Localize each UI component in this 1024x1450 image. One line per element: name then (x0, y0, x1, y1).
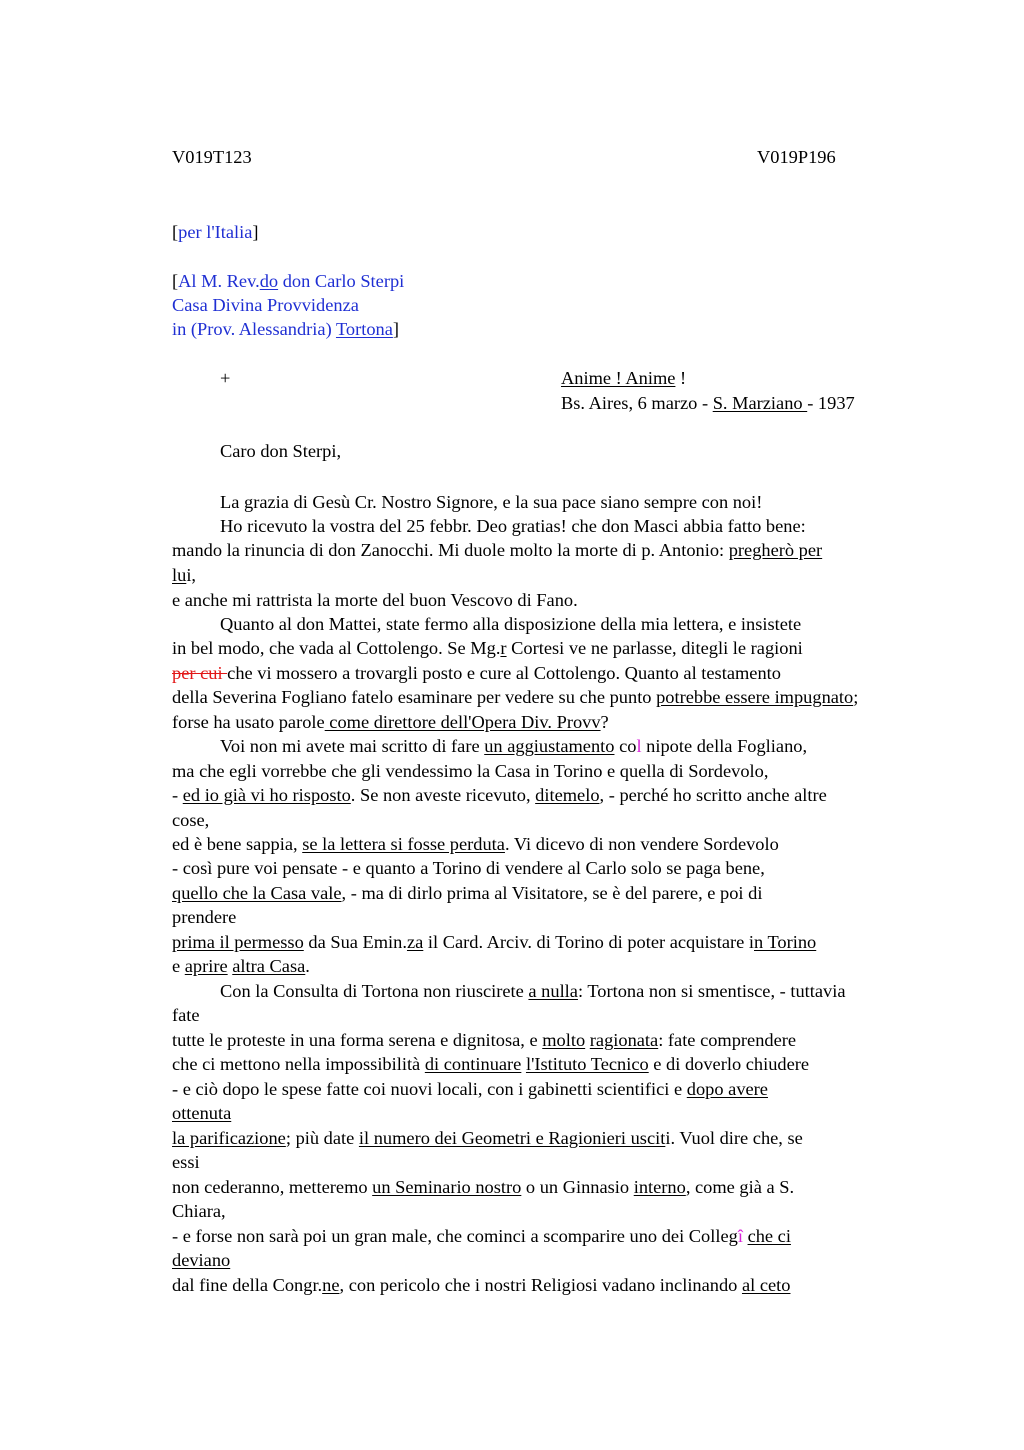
document-code-right: V019P196 (757, 147, 836, 167)
body-line: che ci mettono nella impossibilità di continuare l'Istituto Tecnico e di doverlo chiudere (172, 1054, 810, 1074)
body-line: deviano (172, 1250, 231, 1270)
body-line: fate (172, 1005, 200, 1025)
body-line: - e forse non sarà poi un gran male, che cominci a scomparire uno dei Collegî che ci (172, 1226, 791, 1246)
cross-symbol: + (220, 368, 231, 388)
body-line: Voi non mi avete mai scritto di fare un aggiustamento col nipote della Fogliano, (220, 736, 808, 756)
body-line: - ed io già vi ho risposto. Se non aveste ricevuto, ditemelo, - perché ho scritto anche altre (172, 785, 827, 805)
body-line: e aprire altra Casa. (172, 956, 310, 976)
body-line: non cederanno, metteremo un Seminario nostro o un Ginnasio interno, come già a S. (172, 1177, 795, 1197)
body-line: prendere (172, 907, 237, 927)
body-line: La grazia di Gesù Cr. Nostro Signore, e la sua pace siano sempre con noi! (220, 492, 763, 512)
body-line: della Severina Fogliano fatelo esaminare per vedere su che punto potrebbe essere impugnato; (172, 687, 859, 707)
address-destination: [per l'Italia] (172, 222, 259, 242)
body-line: Quanto al don Mattei, state fermo alla disposizione della mia lettera, e insistete (220, 614, 802, 634)
body-line: ed è bene sappia, se la lettera si fosse perduta. Vi dicevo di non vendere Sordevolo (172, 834, 779, 854)
address-institution: Casa Divina Provvidenza (172, 295, 359, 315)
body-line: la parificazione; più date il numero dei Geometri e Ragionieri usciti. Vuol dire che, se (172, 1128, 803, 1148)
body-line: prima il permesso da Sua Emin.za il Card. Arciv. di Torino di poter acquistare in Torino (172, 932, 817, 952)
body-line: per cui che vi mossero a trovargli posto e cure al Cottolengo. Quanto al testamento (172, 663, 781, 683)
body-line: mando la rinuncia di don Zanocchi. Mi duole molto la morte di p. Antonio: pregherò per (172, 540, 823, 560)
body-line: e anche mi rattrista la morte del buon Vescovo di Fano. (172, 590, 578, 610)
body-line: Chiara, (172, 1201, 226, 1221)
dateline: Bs. Aires, 6 marzo - S. Marziano - 1937 (561, 393, 855, 413)
motto: Anime ! Anime ! (561, 368, 687, 388)
body-line: cose, (172, 810, 210, 830)
body-line: dal fine della Congr.ne, con pericolo che i nostri Religiosi vadano inclinando al ceto (172, 1275, 791, 1295)
body-line: Con la Consulta di Tortona non riuscirete a nulla: Tortona non si smentisce, - tuttavia (220, 981, 846, 1001)
body-line: ottenuta (172, 1103, 232, 1123)
deleted-text: per cui (172, 663, 228, 683)
body-line: lui, (172, 565, 197, 585)
body-line: in bel modo, che vada al Cottolengo. Se Mg.r Cortesi ve ne parlasse, ditegli le ragioni (172, 638, 803, 658)
body-line: tutte le proteste in una forma serena e dignitosa, e molto ragionata: fate comprendere (172, 1030, 797, 1050)
salutation: Caro don Sterpi, (220, 441, 342, 461)
document-code-left: V019T123 (172, 147, 252, 167)
body-line: ma che egli vorrebbe che gli vendessimo la Casa in Torino e quella di Sordevolo, (172, 761, 769, 781)
address-city: in (Prov. Alessandria) Tortona] (172, 319, 400, 339)
body-line: - così pure voi pensate - e quanto a Torino di vendere al Carlo solo se paga bene, (172, 858, 765, 878)
body-line: - e ciò dopo le spese fatte coi nuovi locali, con i gabinetti scientifici e dopo avere (172, 1079, 768, 1099)
body-line: essi (172, 1152, 200, 1172)
body-line: Ho ricevuto la vostra del 25 febbr. Deo gratias! che don Masci abbia fatto bene: (220, 516, 806, 536)
body-line: quello che la Casa vale, - ma di dirlo prima al Visitatore, se è del parere, e poi di (172, 883, 763, 903)
address-recipient: [Al M. Rev.do don Carlo Sterpi (172, 271, 405, 291)
body-line: forse ha usato parole come direttore dell'Opera Div. Provv? (172, 712, 609, 732)
